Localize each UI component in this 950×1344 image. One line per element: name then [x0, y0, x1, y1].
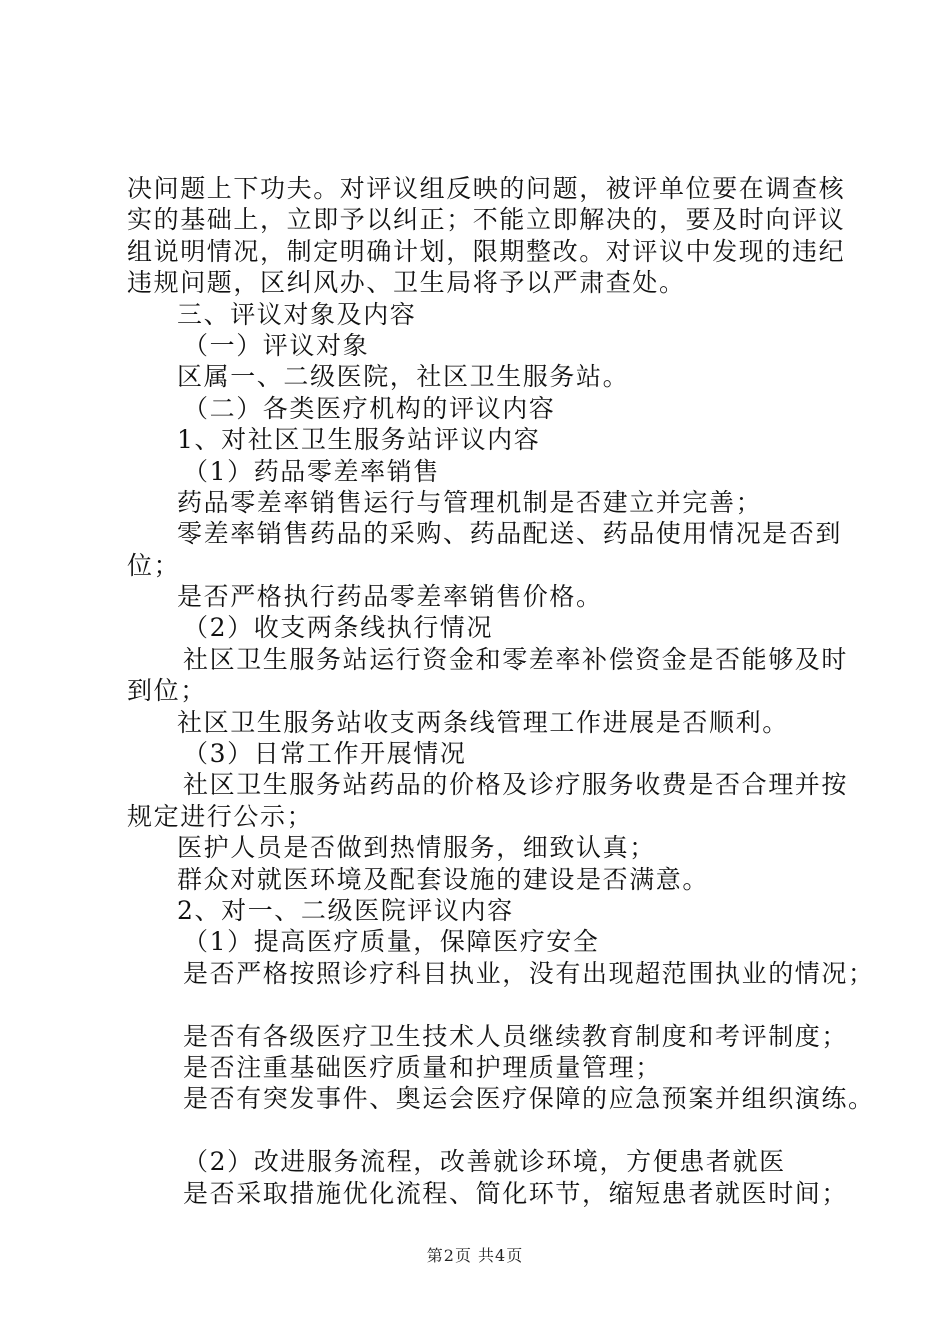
text-line: 是否采取措施优化流程、简化环节，缩短患者就医时间； [183, 1178, 849, 1208]
text-line: 位； [127, 550, 181, 580]
text-line: 违规问题，区纠风办、卫生局将予以严肃查处。 [127, 268, 686, 298]
text-line: 1、对社区卫生服务站评议内容 [177, 425, 541, 455]
text-line: 实的基础上，立即予以纠正；不能立即解决的，要及时向评议 [127, 205, 846, 235]
text-line: 是否有突发事件、奥运会医疗保障的应急预案并组织演练。 [183, 1084, 875, 1114]
text-line: 医护人员是否做到热情服务，细致认真； [177, 833, 656, 863]
page-footer: 第2页 共4页 [426, 1246, 524, 1265]
text-line: 2、对一、二级医院评议内容 [177, 895, 514, 925]
text-line: （2）改进服务流程，改善就诊环境，方便患者就医 [183, 1147, 786, 1177]
text-line: 是否注重基础医疗质量和护理质量管理； [183, 1052, 662, 1082]
text-line: （1）药品零差率销售 [183, 456, 440, 486]
text-line: 社区卫生服务站运行资金和零差率补偿资金是否能够及时 [183, 644, 849, 674]
text-line: 三、评议对象及内容 [177, 299, 417, 329]
text-line: 社区卫生服务站药品的价格及诊疗服务收费是否合理并按 [183, 770, 849, 800]
text-line: 是否严格按照诊疗科目执业，没有出现超范围执业的情况； [183, 958, 875, 988]
text-line: （3）日常工作开展情况 [183, 739, 467, 769]
text-line: 决问题上下功夫。对评议组反映的问题，被评单位要在调查核 [127, 174, 846, 203]
text-line: （2）收支两条线执行情况 [183, 613, 494, 643]
blank-line [127, 1115, 847, 1146]
text-line: （一）评议对象 [183, 330, 370, 360]
text-line: （1）提高医疗质量，保障医疗安全 [183, 927, 600, 957]
text-line: 规定进行公示； [127, 801, 314, 831]
text-line: 群众对就医环境及配套设施的建设是否满意。 [177, 864, 710, 894]
text-line: （二）各类医疗机构的评议内容 [183, 393, 556, 423]
text-line: 是否严格执行药品零差率销售价格。 [177, 582, 603, 612]
text-line: 是否有各级医疗卫生技术人员继续教育制度和考评制度； [183, 1021, 849, 1051]
blank-line [127, 989, 847, 1020]
text-line: 区属一、二级医院，社区卫生服务站。 [177, 362, 630, 392]
text-line: 零差率销售药品的采购、药品配送、药品使用情况是否到 [177, 519, 843, 549]
text-line: 社区卫生服务站收支两条线管理工作进展是否顺利。 [177, 707, 789, 737]
text-line: 到位； [127, 676, 207, 706]
document-body [127, 173, 875, 1209]
text-line: 药品零差率销售运行与管理机制是否建立并完善； [177, 487, 763, 517]
text-line: 组说明情况，制定明确计划，限期整改。对评议中发现的违纪 [127, 236, 846, 266]
